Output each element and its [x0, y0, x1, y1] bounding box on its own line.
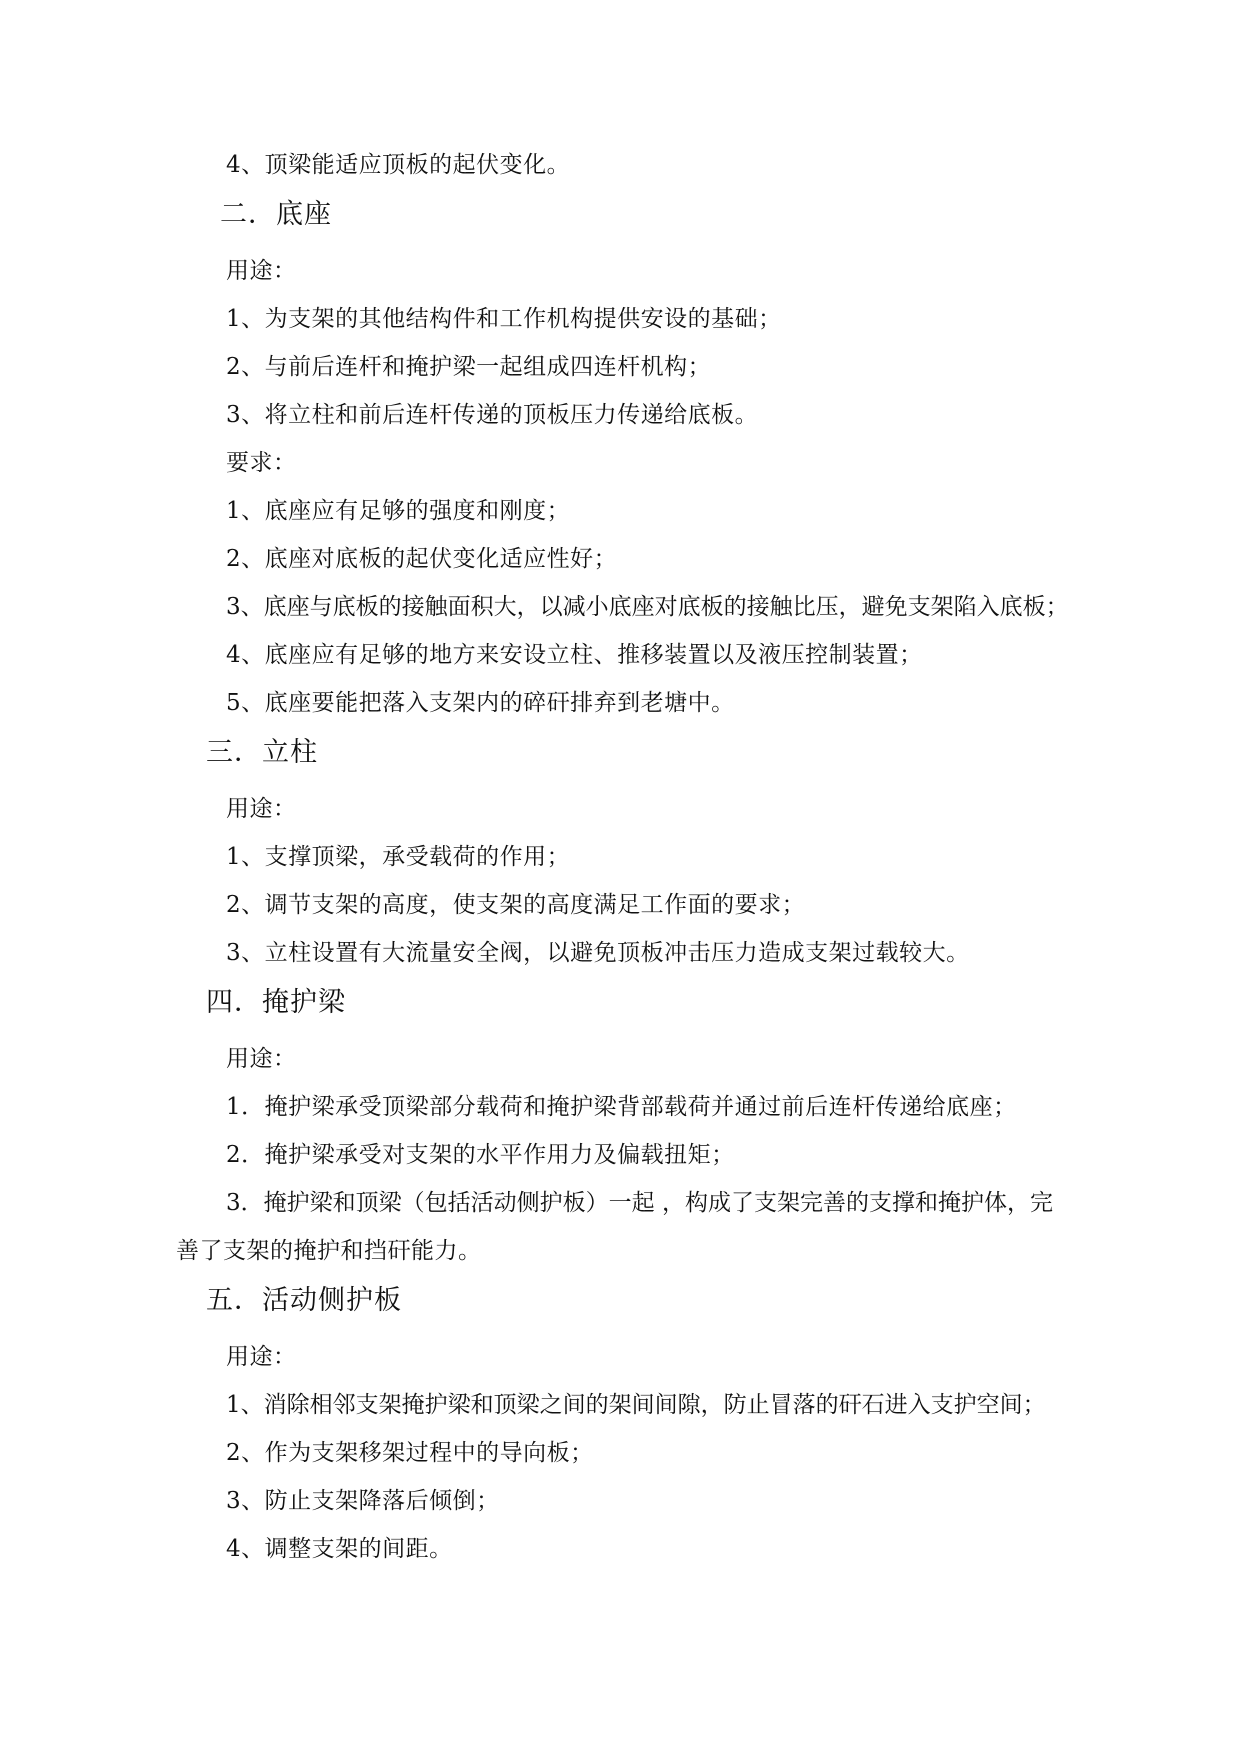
text-line: 3、底座与底板的接触面积大，以减小底座对底板的接触比压，避免支架陷入底板；	[226, 594, 1069, 620]
text-line: 1、支撑顶梁，承受载荷的作用；	[226, 844, 571, 870]
text-line: 2、与前后连杆和掩护梁一起组成四连杆机构；	[226, 354, 712, 380]
text-line: 善了支架的掩护和挡矸能力。	[176, 1238, 482, 1264]
text-line: 用途：	[226, 1046, 297, 1072]
text-line: 用途：	[226, 258, 297, 284]
text-line: 1、底座应有足够的强度和刚度；	[226, 498, 571, 524]
text-line: 4、顶梁能适应顶板的起伏变化。	[226, 152, 571, 178]
text-line: 3、立柱设置有大流量安全阀，以避免顶板冲击压力造成支架过载较大。	[226, 940, 970, 966]
text-line: 用途：	[226, 1344, 297, 1370]
text-line: 1、为支架的其他结构件和工作机构提供安设的基础；	[226, 306, 782, 332]
section-heading: 五．活动侧护板	[206, 1285, 402, 1316]
section-heading: 三．立柱	[206, 737, 318, 768]
text-line: 3、将立柱和前后连杆传递的顶板压力传递给底板。	[226, 402, 759, 428]
text-line: 3．掩护梁和顶梁（包括活动侧护板）一起 ，构成了支架完善的支撑和掩护体，完	[226, 1190, 1053, 1216]
text-line: 3、防止支架降落后倾倒；	[226, 1488, 500, 1514]
text-line: 要求：	[226, 450, 297, 476]
text-line: 2、作为支架移架过程中的导向板；	[226, 1440, 594, 1466]
section-heading: 四．掩护梁	[206, 987, 346, 1018]
text-line: 用途：	[226, 796, 297, 822]
text-line: 1、消除相邻支架掩护梁和顶梁之间的架间间隙，防止冒落的矸石进入支护空间；	[226, 1392, 1046, 1418]
text-line: 4、调整支架的间距。	[226, 1536, 453, 1562]
text-line: 2、调节支架的高度，使支架的高度满足工作面的要求；	[226, 892, 806, 918]
section-heading: 二．底座	[220, 199, 332, 230]
text-line: 5、底座要能把落入支架内的碎矸排弃到老塘中。	[226, 690, 735, 716]
text-line: 2．掩护梁承受对支架的水平作用力及偏载扭矩；	[226, 1142, 735, 1168]
text-line: 1．掩护梁承受顶梁部分载荷和掩护梁背部载荷并通过前后连杆传递给底座；	[226, 1094, 1017, 1120]
text-line: 4、底座应有足够的地方来安设立柱、推移装置以及液压控制装置；	[226, 642, 923, 668]
text-line: 2、底座对底板的起伏变化适应性好；	[226, 546, 618, 572]
